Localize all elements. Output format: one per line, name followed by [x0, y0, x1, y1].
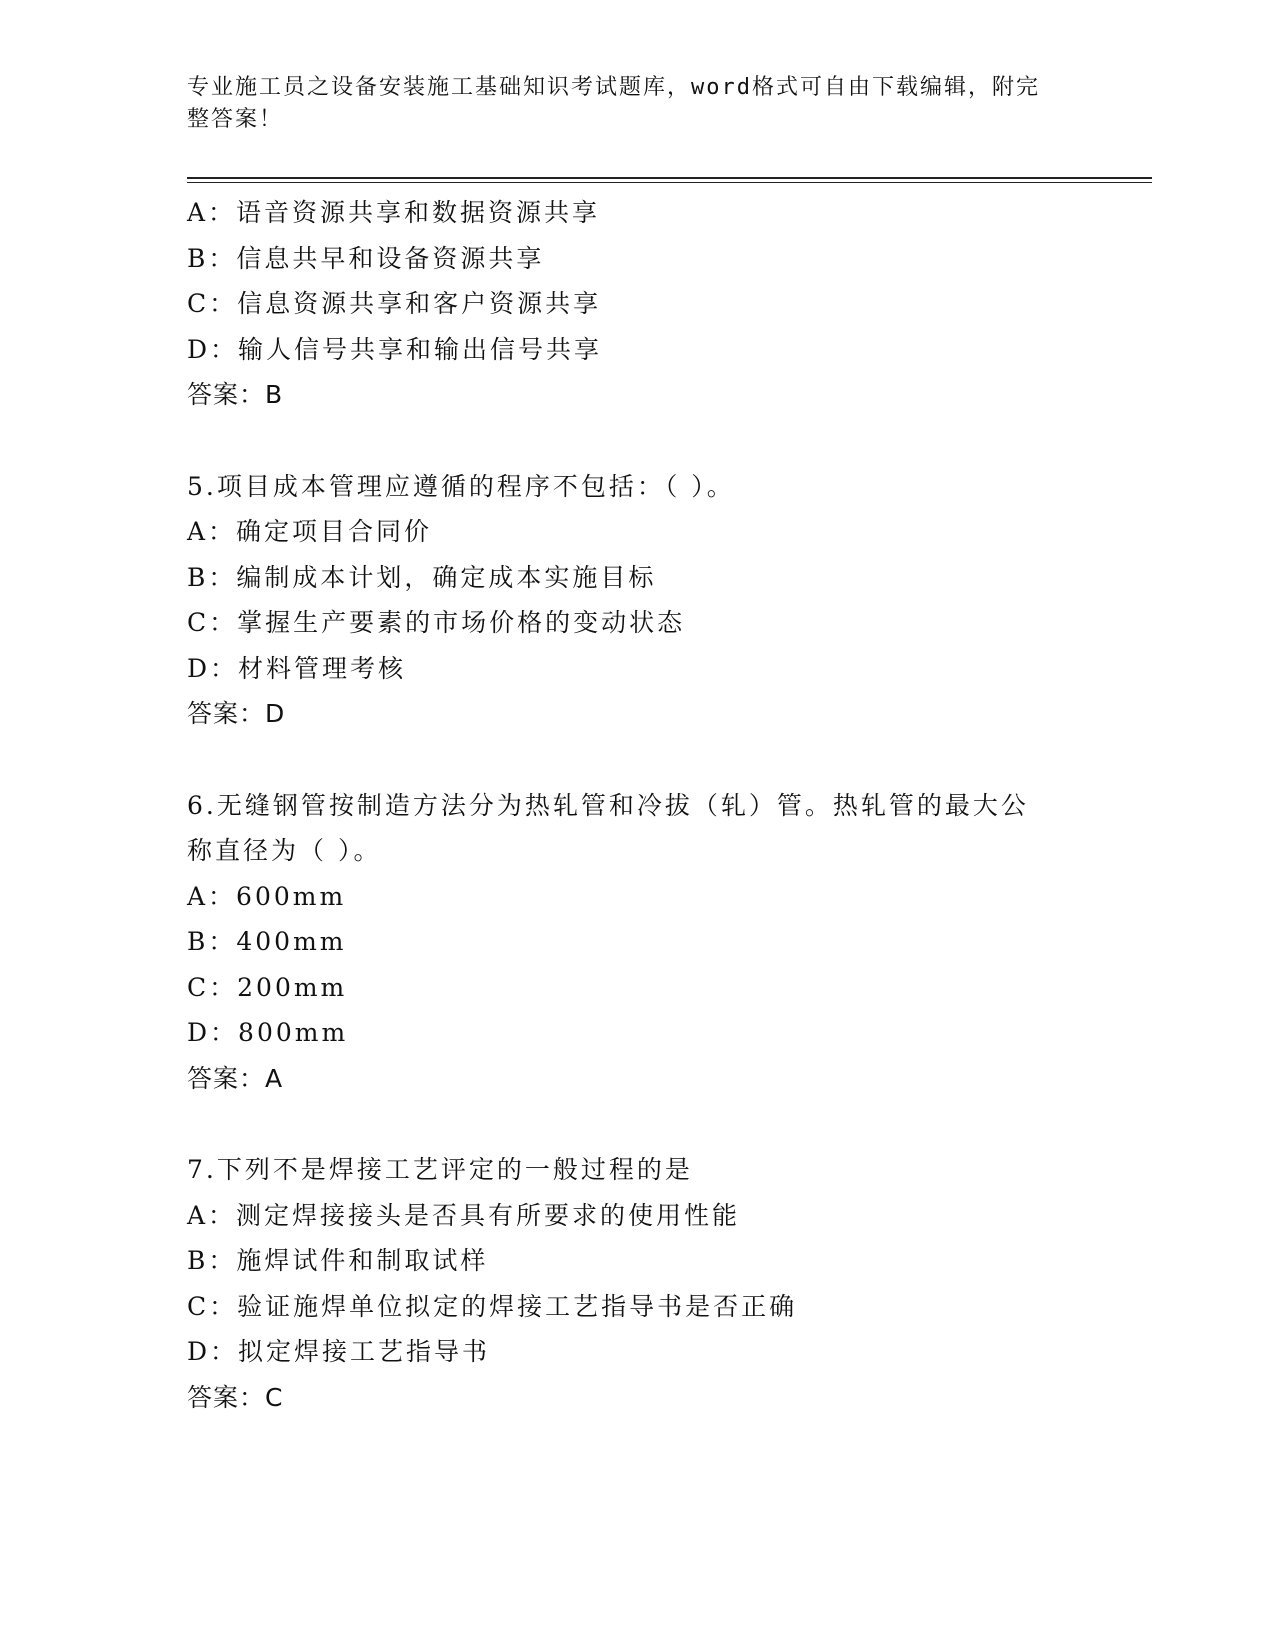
- question-text: 5.项目成本管理应遵循的程序不包括：（ ）。: [187, 471, 735, 501]
- header-rule-thin: [187, 182, 1152, 183]
- answer-line: 答案：A: [187, 1063, 284, 1093]
- header-rule-thick: [187, 177, 1152, 179]
- question-5-block: [187, 464, 1152, 737]
- option-d: D：材料管理考核: [187, 653, 407, 683]
- question-text-line-2: 称直径为（ ）。: [187, 836, 382, 865]
- option-b: B：施焊试件和制取试样: [187, 1246, 489, 1275]
- spacer: [187, 737, 1152, 783]
- answer-line: 答案：C: [187, 1382, 284, 1412]
- option-c: C：掌握生产要素的市场价格的变动状态: [187, 608, 686, 637]
- option-c: C：信息资源共享和客户资源共享: [187, 289, 602, 318]
- question-list: [187, 190, 1152, 1420]
- question-7-block: [187, 1147, 1152, 1420]
- answer-line: 答案：D: [187, 699, 286, 728]
- option-a: A：语音资源共享和数据资源共享: [187, 198, 601, 227]
- option-d: D：拟定焊接工艺指导书: [187, 1337, 491, 1366]
- option-c: C：200mm: [187, 972, 348, 1002]
- spacer: [187, 418, 1152, 464]
- question-4-block: [187, 190, 1152, 418]
- option-b: B：编制成本计划，确定成本实施目标: [187, 562, 657, 592]
- option-b: B：400mm: [187, 927, 347, 956]
- option-d: D：输人信号共享和输出信号共享: [187, 334, 603, 364]
- option-a: A：测定焊接接头是否具有所要求的使用性能: [187, 1200, 741, 1230]
- option-d: D：800mm: [187, 1018, 349, 1047]
- question-6-block: [187, 783, 1152, 1102]
- option-a: A：600mm: [187, 881, 347, 911]
- option-c: C：验证施焊单位拟定的焊接工艺指导书是否正确: [187, 1291, 798, 1321]
- option-b: B：信息共早和设备资源共享: [187, 243, 545, 273]
- answer-line: 答案：B: [187, 380, 284, 409]
- option-a: A：确定项目合同价: [187, 517, 433, 546]
- question-text-line-1: 6.无缝钢管按制造方法分为热轧管和冷拔（轧）管。热轧管的最大公: [187, 790, 1029, 820]
- document-header: [187, 72, 1067, 136]
- spacer: [187, 1101, 1152, 1147]
- header-line-2: 整答案！: [187, 107, 284, 132]
- question-text: 7.下列不是焊接工艺评定的一般过程的是: [187, 1155, 693, 1184]
- header-line-1: 专业施工员之设备安装施工基础知识考试题库，word格式可自由下载编辑，附完: [187, 75, 1040, 100]
